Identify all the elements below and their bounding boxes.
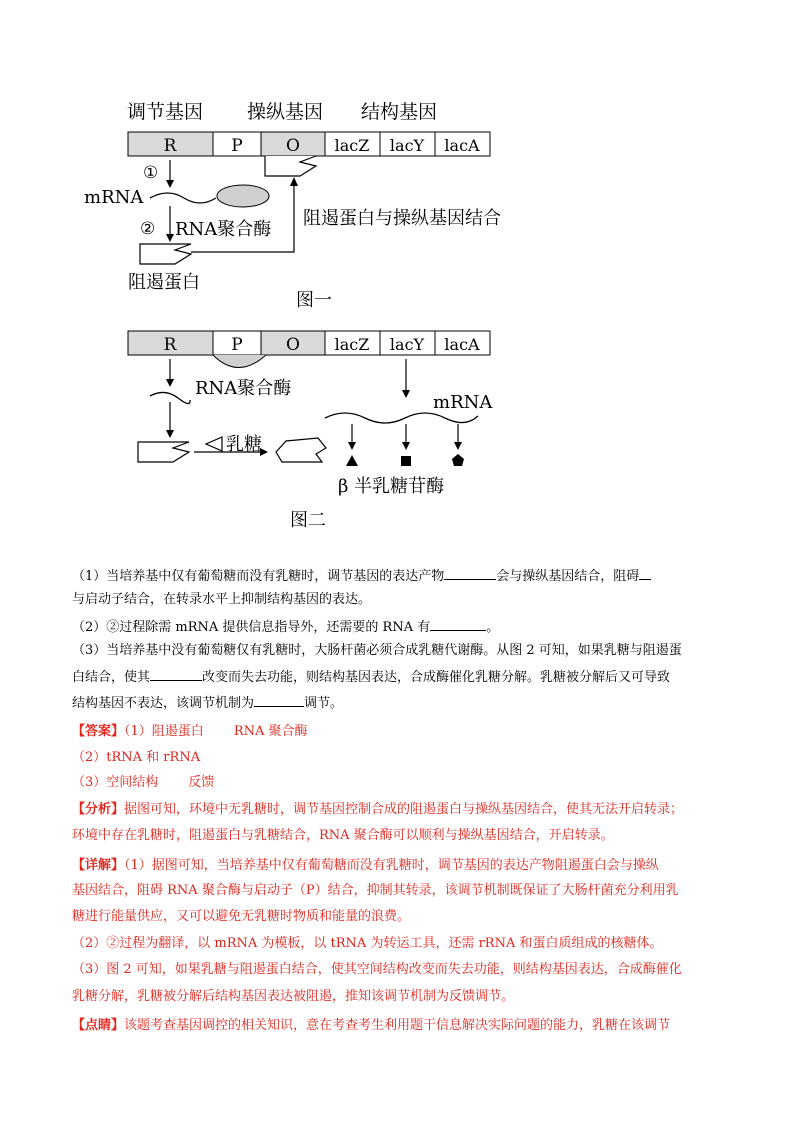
question-1-line-2 [72,590,732,610]
detail-line-2 [72,881,732,901]
detail-line-6 [72,987,732,1007]
q1-text-a: （1）当培养基中仅有葡萄糖而没有乳糖时，调节基因的表达产物 [72,569,445,584]
figures [0,0,800,560]
q3-text-c: 改变而失去功能，则结构基因表达，合成酶催化乳糖分解。乳糖被分解后又可导致 [202,670,671,685]
q3-text-a: （3）当培养基中没有葡萄糖仅有乳糖时，大肠杆菌必须合成乳糖代谢酶。从图 2 可知，如果乳糖与阻遏蛋 [72,643,682,658]
question-3-line-2 [72,666,732,688]
answer-2: （2）tRNA 和 rRNA [72,750,201,765]
answer-1-value-1: 阻遏蛋白 [151,724,204,739]
detail-text-2: 基因结合，阻碍 RNA 聚合酶与启动子（P）结合，抑制其转录，该调节机制既保证了大肠杆菌充分利用乳 [72,883,679,898]
repressor-shape [140,244,191,264]
comment-line-1 [72,1016,732,1036]
gene-lacz: lacZ [334,136,370,155]
repressor-label: 阻遏蛋白 [128,272,200,293]
question-3-line-3 [72,692,732,714]
gene-r: R [163,136,177,156]
q3-blank-1 [150,666,202,681]
bound-repressor-shape [265,156,316,176]
lactose-triangle [206,437,222,451]
gene-p-2: P [231,335,243,355]
regulator-gene-label: 调节基因 [127,101,204,123]
gene-p: P [231,136,243,156]
detail-text-1: （1）据图可知，当培养基中仅有葡萄糖而没有乳糖时，调节基因的表达产物阻遏蛋白会与操纵 [124,858,659,873]
answer-3-value-2: 反馈 [188,775,215,790]
q1-text-c: 与启动子结合，在转录水平上抑制结构基因的表达。 [72,592,372,607]
answer-3-num: （3） [72,775,107,790]
analysis-text-1: 据图可知，环境中无乳糖时，调节基因控制合成的阻遏蛋白与操纵基因结合，使其无法开启转录； [124,802,684,817]
q3-text-b: 白结合，使其 [72,670,151,685]
answer-line-2 [72,748,732,768]
question-1-line-1 [72,565,732,587]
gene-o: O [286,136,300,156]
gene-lacz-2: lacZ [334,335,370,354]
rna-polymerase-label-1: RNA聚合酶 [175,219,272,240]
q1-text-b: 会与操纵基因结合，阻碍 [496,569,640,584]
gene-lacy: lacY [389,136,425,155]
analysis-line-1 [72,800,732,820]
mrna-strand-2 [150,392,190,403]
q2-text-a: （2）②过程除需 mRNA 提供信息指导外，还需要的 RNA 有 [72,620,431,635]
answer-1-value-2: RNA 聚合酶 [233,724,308,739]
detail-text-3: 糖进行能量供应，又可以避免无乳糖时物质和能量的浪费。 [72,909,411,924]
mrna-label-2: mRNA [433,392,493,413]
beta-galactosidase-label: β 半乳糖苷酶 [338,476,445,497]
detail-text-4: （2）②过程为翻译，以 mRNA 为模板，以 tRNA 为转运工具，还需 rRNA 和蛋白质组成的核糖体。 [72,936,663,951]
q2-blank [430,616,486,631]
figure-one [84,100,501,311]
gene-bar-2 [128,331,490,355]
figure-two [128,331,493,531]
question-3-line-1 [72,641,732,661]
lactose-label: 乳糖 [226,434,262,455]
analysis-tag: 【分析】 [72,802,125,817]
detail-line-3 [72,907,732,927]
detail-line-4 [72,934,732,954]
structural-gene-label: 结构基因 [361,101,438,123]
answer-line-1 [72,722,732,742]
question-2 [72,616,732,638]
comment-tag: 【点睛】 [72,1018,125,1033]
operator-gene-label: 操纵基因 [247,101,324,123]
binding-label: 阻遏蛋白与操纵基因结合 [303,208,501,229]
detail-line-5 [72,960,732,980]
repressor-shape-2 [138,442,189,462]
gene-laca: lacA [444,136,480,155]
figure-one-caption: 图一 [296,290,332,311]
answer-tag: 【答案】 [72,724,125,739]
gene-r-2: R [163,335,177,355]
detail-line-1 [72,856,732,876]
detail-text-5: （3）图 2 可知，如果乳糖与阻遏蛋白结合，使其空间结构改变而失去功能，则结构基因表达，合成酶催化 [72,962,682,977]
step-two-label: ② [140,219,156,239]
mrna-strand-1 [150,193,216,203]
detail-text-6: 乳糖分解，乳糖被分解后结构基因表达被阻遏，推知该调节机制为反馈调节。 [72,989,515,1004]
step-one-label: ① [143,163,159,183]
q3-text-d: 结构基因不表达，该调节机制为 [72,696,255,711]
mrna-strand-3 [325,413,478,423]
rna-polymerase-label-2: RNA聚合酶 [195,378,292,399]
analysis-line-2 [72,826,732,846]
enzyme-pentagon-icon [452,454,464,466]
ribosome-shape [217,185,269,207]
q3-blank-2 [254,692,304,707]
analysis-text-2: 环境中存在乳糖时，阻遏蛋白与乳糖结合，RNA 聚合酶可以顺利与操纵基因结合，开启转录。 [72,828,614,843]
q1-blank-2 [639,565,651,580]
gene-o-2: O [286,335,300,355]
enzyme-triangle-icon [346,455,358,466]
gene-lacy-2: lacY [389,335,425,354]
comment-text-1: 该题考查基因调控的相关知识，意在考查考生利用题干信息解决实际问题的能力，乳糖在该调节 [124,1018,671,1033]
q2-text-b: 。 [486,620,500,635]
answer-line-3 [72,773,732,793]
answer-1-num: （1） [124,724,152,739]
gene-laca-2: lacA [444,335,480,354]
detail-tag: 【详解】 [72,858,125,873]
q3-text-e: 调节。 [304,696,344,711]
q1-blank-1 [444,565,496,580]
mrna-label-1: mRNA [84,187,144,208]
enzyme-square-icon [401,456,411,466]
inactive-repressor-shape [276,438,326,462]
figure-two-caption: 图二 [290,510,326,531]
gene-bar-1 [128,132,490,156]
rna-polymerase-shape [213,355,266,368]
answer-3-value-1: 空间结构 [106,775,159,790]
